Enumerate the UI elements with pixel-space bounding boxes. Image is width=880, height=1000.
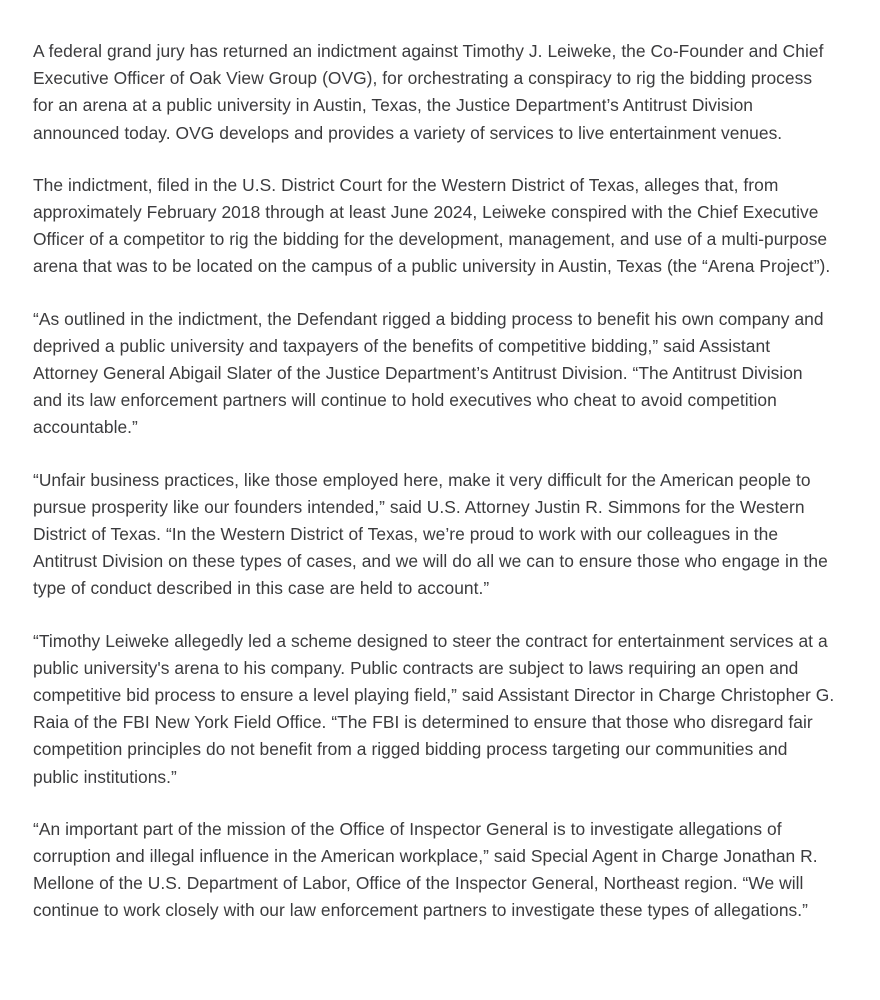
paragraph-3: “As outlined in the indictment, the Defendant rigged a bidding process to benefit his own company and deprived a public university and taxpayers of the benefits of competitive bidding,” said Assistant Attorney General Abigail Slater of the Justice Department’s Antitrust Division. “The Antitrust Division and its law enforcement partners will continue to hold executives who cheat to avoid competition accountable.” [33,308,824,438]
article-body [33,38,836,925]
paragraph-6: “An important part of the mission of the Office of Inspector General is to investigate allegations of corruption and illegal influence in the American workplace,” said Special Agent in Charge Jonathan R. Mellone of the U.S. Department of Labor, Office of the Inspector General, Northeast region. “We will continue to work closely with our law enforcement partners to investigate these types of allegations.” [33,818,818,921]
paragraph-1: A federal grand jury has returned an indictment against Timothy J. Leiweke, the Co-Founder and Chief Executive Officer of Oak View Group (OVG), for orchestrating a conspiracy to rig the bidding process for an arena at a public university in Austin, Texas, the Justice Department’s Antitrust Division announced today. OVG develops and provides a variety of services to live entertainment venues. [33,41,824,143]
paragraph-2: The indictment, filed in the U.S. District Court for the Western District of Texas, alleges that, from approximately February 2018 through at least June 2024, Leiweke conspired with the Chief Executive Officer of a competitor to rig the bidding for the development, management, and use of a multi-purpose arena that was to be located on the campus of a public university in Austin, Texas (the “Arena Project”). [33,174,831,277]
paragraph-5: “Timothy Leiweke allegedly led a scheme designed to steer the contract for entertainment services at a public university's arena to his company. Public contracts are subject to laws requiring an open and competitive bid process to ensure a level playing field,” said Assistant Director in Charge Christopher G. Raia of the FBI New York Field Office. “The FBI is determined to ensure that those who disregard fair competition principles do not benefit from a rigged bidding process targeting our communities and public institutions.” [33,630,835,787]
paragraph-4: “Unfair business practices, like those employed here, make it very difficult for the American people to pursue prosperity like our founders intended,” said U.S. Attorney Justin R. Simmons for the Western District of Texas. “In the Western District of Texas, we’re proud to work with our colleagues in the Antitrust Division on these types of cases, and we will do all we can to ensure those who engage in the type of conduct described in this case are held to account.” [33,469,828,599]
